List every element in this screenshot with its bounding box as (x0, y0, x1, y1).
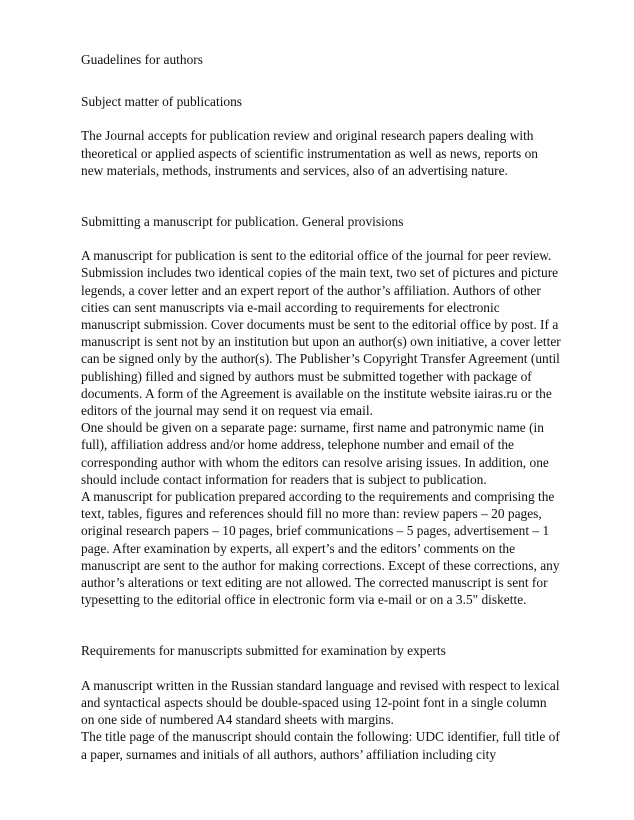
section-heading: Submitting a manuscript for publication. General provisions (81, 214, 404, 230)
paragraph: One should be given on a separate page: surname, first name and patronymic name (in full), affiliation address and/or home address, telephone number and email of the corresponding author with whom the editors can resolve arising issues. In addition, one should include contact information for readers that is subject to publication. (81, 420, 549, 487)
section-heading: Subject matter of publications (81, 94, 243, 110)
section-requirements (81, 642, 561, 762)
spacer (81, 68, 561, 93)
document-title: Guadelines for authors (81, 52, 203, 67)
section-heading: Requirements for manuscripts submitted for examination by experts (81, 643, 446, 659)
paragraph: A manuscript written in the Russian standard language and revised with respect to lexical and syntactical aspects should be double-spaced using 12-point font in a single column on one side of numbered A4 standard sheets with margins. (81, 677, 560, 728)
paragraph: The Journal accepts for publication review and original research papers dealing with theoretical or applied aspects of scientific instrumentation as well as news, reports on new materials, methods, instruments and services, also of an advertising nature. (81, 128, 539, 178)
section-submitting-manuscript (81, 213, 561, 608)
section-subject-matter (81, 93, 561, 179)
paragraph: The title page of the manuscript should contain the following: UDC identifier, full title of a paper, surnames and initials of all authors, authors’ affiliation including city (81, 729, 560, 762)
paragraph: A manuscript for publication prepared according to the requirements and comprising the text, tables, figures and references should fill no more than: review papers – 20 pages, original research papers – 10 pages, brief communications – 5 pages, advertisement – 1 page. After examination by experts, all expert’s and the editors’ comments on the manuscript are sent to the author for making corrections. Except of these corrections, any author’s alterations or text editing are not allowed. The corrected manuscript is sent for typesetting to the editorial office in electronic form via e-mail or on a 3.5" diskette. (81, 489, 560, 608)
document-page (81, 51, 561, 763)
paragraph: A manuscript for publication is sent to the editorial office of the journal for peer review. Submission includes two identical copies of the main text, two set of pictures and picture legends, a cover letter and an expert report of the author’s affiliation. Authors of other cities can sent manuscripts via e-mail according to requirements for electronic manuscript submission. Cover documents must be sent to the editorial office by post. If a manuscript is sent not by an institution but upon an author(s) own initiative, a cover letter can be signed only by the author(s). The Publisher’s Copyright Transfer Agreement (until publishing) filled and signed by authors must be submitted together with package of documents. A form of the Agreement is available on the institute website iairas.ru or the editors of the journal may send it on request via email. (81, 248, 561, 419)
